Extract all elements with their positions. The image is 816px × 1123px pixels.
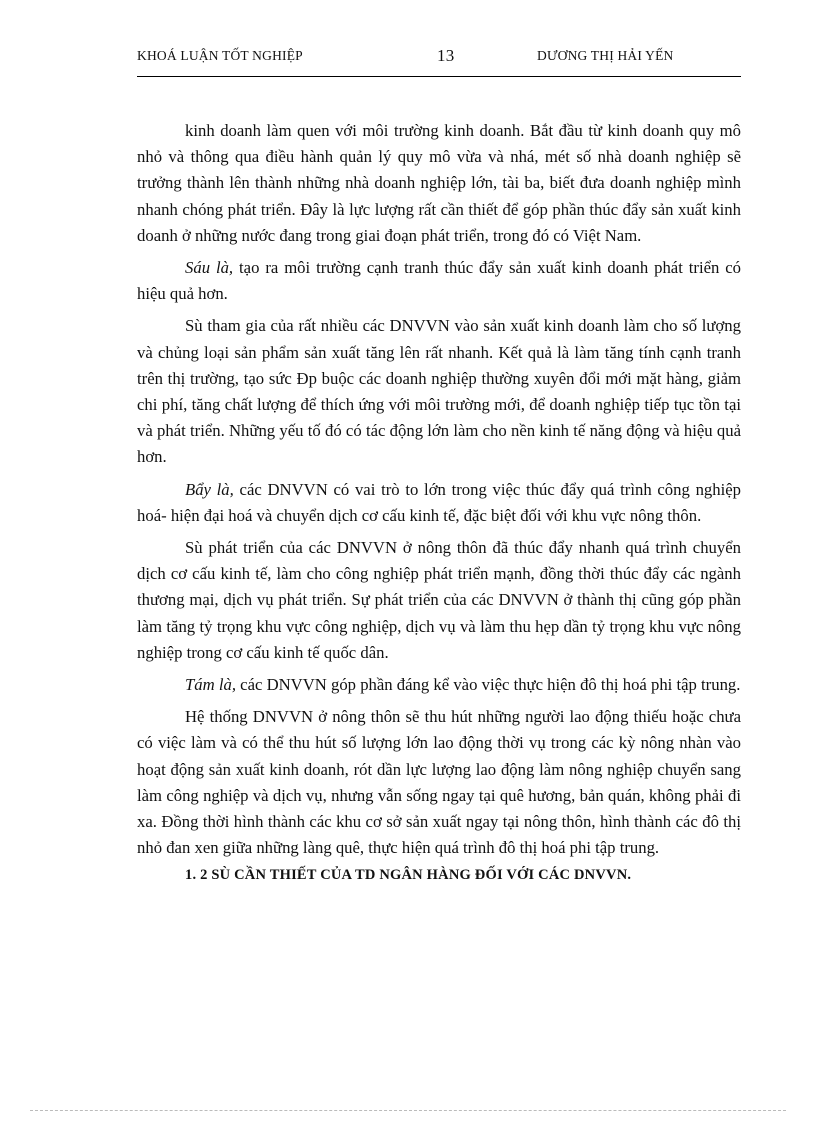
- paragraph-text: các DNVVN góp phần đáng kể vào việc thực hiện đô thị hoá phi tập trung.: [236, 675, 741, 695]
- paragraph-text: kinh doanh làm quen với môi trường kinh doanh. Bắt đầu từ kinh doanh quy mô nhỏ và thông qua điều hành quản lý quy mô vừa và nhá, mét số nhà doanh nghiệp sẽ trưởng thành lên thành những nhà doanh nghiệp lớn, tài ba, biết đưa doanh nghiệp mình nhanh chóng phát triển. Đây là lực lượng rất cần thiết để góp phần thúc đẩy sản xuất kinh doanh ở những nước đang trong giai đoạn phát triển, trong đó có Việt Nam.: [137, 121, 741, 245]
- paragraph-text: các DNVVN có vai trò to lớn trong việc thúc đẩy quá trình công nghiệp hoá- hiện đại hoá và chuyển dịch cơ cấu kinh tế, đặc biệt đối với khu vực nông thôn.: [137, 479, 741, 525]
- paragraph-lead: Sáu là,: [185, 258, 234, 278]
- paragraph-lead: Tám là,: [185, 675, 236, 695]
- paragraph-2: [137, 255, 741, 307]
- page-header: [137, 48, 741, 78]
- paragraph-4: [137, 477, 741, 529]
- paragraph-text: Sù tham gia của rất nhiều các DNVVN vào sản xuất kinh doanh làm cho số lượng và chủng loại sản phẩm sản xuất tăng lên rất nhanh. Kết quả là làm tăng tính cạnh tranh trên thị trường, tạo sức Ðp buộc các doanh nghiệp thường xuyên đổi mới mặt hàng, giảm chi phí, tăng chất lượng để thích ứng với môi trường mới, để doanh nghiệp tiếp tục tồn tại và phát triển. Những yếu tố đó có tác động lớn làm cho nền kinh tế năng động và hiệu quả hơn.: [137, 316, 741, 467]
- header-rule: [137, 76, 741, 77]
- paragraph-1: [137, 118, 741, 249]
- header-author-name: DƯƠNG THỊ HẢI YẾN: [537, 48, 674, 63]
- paragraph-6: [137, 672, 741, 698]
- paragraph-3: [137, 313, 741, 470]
- paragraph-text: tạo ra môi trường cạnh tranh thúc đẩy sản xuất kinh doanh phát triển có hiệu quả hơn.: [137, 258, 741, 304]
- paragraph-5: [137, 535, 741, 666]
- page-number: 13: [437, 46, 455, 65]
- document-body: [137, 118, 741, 884]
- section-heading: 1. 2 SÙ CẦN THIẾT CỦA TD NGÂN HÀNG ĐỐI VỚI CÁC DNVVN.: [185, 867, 632, 884]
- paragraph-lead: Bẩy là,: [185, 479, 234, 499]
- paragraph-7: [137, 704, 741, 861]
- paragraph-text: Hệ thống DNVVN ở nông thôn sẽ thu hút những người lao động thiếu hoặc chưa có việc làm và có thể thu hút số lượng lớn lao động thời vụ trong các kỳ nông nhàn vào hoạt động sản xuất kinh doanh, rót dần lực lượng lao động làm nông nghiệp chuyển sang làm công nghiệp và dịch vụ, nhưng vẫn sống ngay tại quê hương, bản quán, không phải đi xa. Đồng thời hình thành các khu cơ sở sản xuất ngay tại nông thôn, hình thành các đô thị nhỏ đan xen giữa những làng quê, thực hiện quá trình đô thị hoá phi tập trung.: [137, 707, 741, 858]
- paragraph-text: Sù phát triển của các DNVVN ở nông thôn đã thúc đẩy nhanh quá trình chuyển dịch cơ cấu kinh tế, làm cho công nghiệp phát triển mạnh, đồng thời thúc đẩy các ngành thương mại, dịch vụ phát triển. Sự phát triển của các DNVVN ở thành thị cũng góp phần làm tăng tỷ trọng khu vực công nghiệp, dịch vụ và làm thu hẹp dần tỷ trọng khu vực nông nghiệp trong cơ cấu kinh tế quốc dân.: [137, 538, 741, 662]
- page-bottom-border: [30, 1110, 786, 1123]
- header-thesis-title: KHOÁ LUẬN TỐT NGHIỆP: [137, 48, 303, 63]
